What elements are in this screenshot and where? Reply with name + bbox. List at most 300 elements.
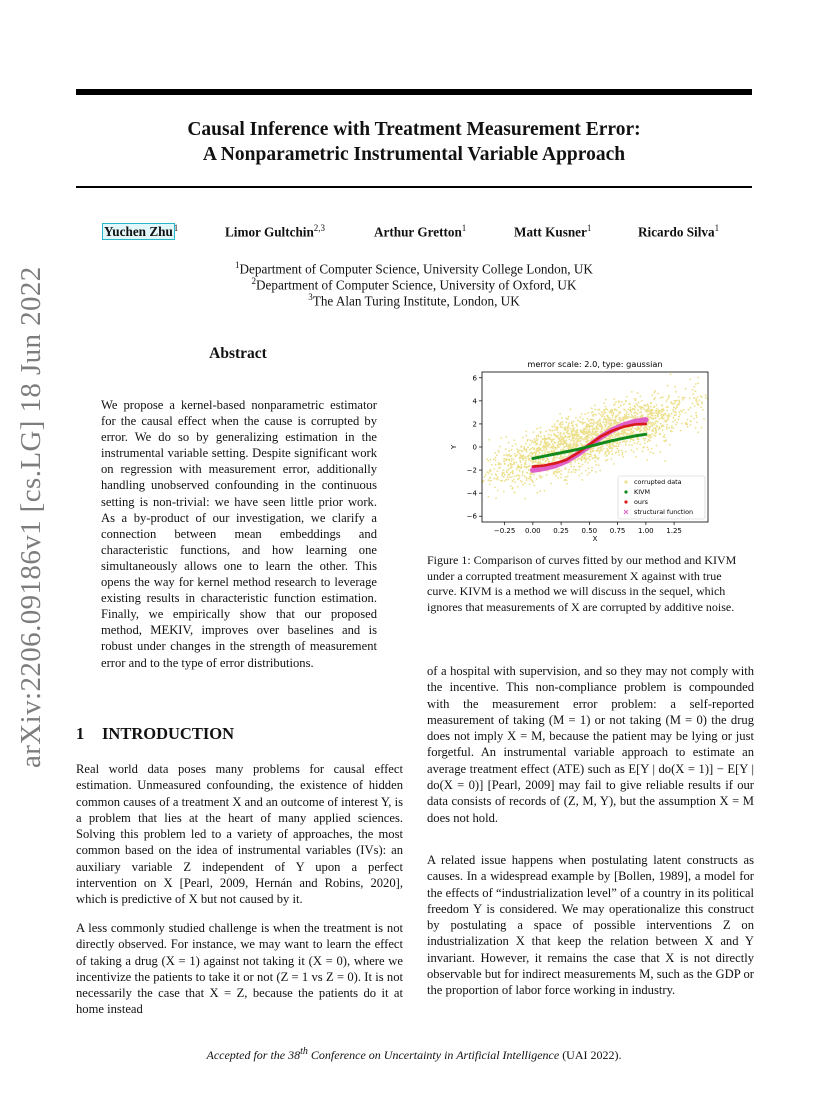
corrupted-data-point [651, 409, 653, 411]
corrupted-data-point [504, 480, 506, 482]
corrupted-data-point [648, 439, 650, 441]
corrupted-data-point [597, 409, 599, 411]
corrupted-data-point [666, 426, 668, 428]
corrupted-data-point [544, 490, 546, 492]
corrupted-data-point [542, 459, 544, 461]
corrupted-data-point [510, 472, 512, 474]
corrupted-data-point [666, 424, 668, 426]
corrupted-data-point [488, 460, 490, 462]
corrupted-data-point [568, 422, 570, 424]
corrupted-data-point [529, 449, 531, 451]
corrupted-data-point [592, 411, 594, 413]
corrupted-data-point [546, 474, 548, 476]
corrupted-data-point [540, 436, 542, 438]
corrupted-data-point [528, 478, 530, 480]
corrupted-data-point [660, 397, 662, 399]
corrupted-data-point [565, 468, 567, 470]
corrupted-data-point [656, 404, 658, 406]
corrupted-data-point [666, 428, 668, 430]
corrupted-data-point [577, 441, 579, 443]
corrupted-data-point [558, 468, 560, 470]
corrupted-data-point [605, 406, 607, 408]
corrupted-data-point [668, 397, 670, 399]
corrupted-data-point [512, 473, 514, 475]
corrupted-data-point [567, 476, 569, 478]
corrupted-data-point [503, 476, 505, 478]
corrupted-data-point [568, 445, 570, 447]
corrupted-data-point [618, 414, 620, 416]
corrupted-data-point [564, 454, 566, 456]
corrupted-data-point [535, 444, 537, 446]
corrupted-data-point [540, 431, 542, 433]
corrupted-data-point [666, 419, 668, 421]
corrupted-data-point [493, 478, 495, 480]
corrupted-data-point [526, 477, 528, 479]
corrupted-data-point [521, 450, 523, 452]
corrupted-data-point [615, 401, 617, 403]
corrupted-data-point [581, 444, 583, 446]
corrupted-data-point [650, 451, 652, 453]
corrupted-data-point [629, 403, 631, 405]
corrupted-data-point [569, 433, 571, 435]
corrupted-data-point [501, 480, 503, 482]
corrupted-data-point [628, 429, 630, 431]
corrupted-data-point [588, 420, 590, 422]
corrupted-data-point [538, 459, 540, 461]
corrupted-data-point [507, 479, 509, 481]
corrupted-data-point [536, 478, 538, 480]
corrupted-data-point [512, 480, 514, 482]
corrupted-data-point [600, 431, 602, 433]
corrupted-data-point [611, 458, 613, 460]
corrupted-data-point [655, 432, 657, 434]
corrupted-data-point [496, 470, 498, 472]
corrupted-data-point [609, 452, 611, 454]
corrupted-data-point [518, 474, 520, 476]
corrupted-data-point [653, 406, 655, 408]
author-1-sup: 1 [173, 223, 179, 233]
corrupted-data-point [593, 448, 595, 450]
corrupted-data-point [647, 404, 649, 406]
corrupted-data-point [489, 480, 491, 482]
corrupted-data-point [662, 424, 664, 426]
corrupted-data-point [600, 450, 602, 452]
corrupted-data-point [681, 423, 683, 425]
corrupted-data-point [560, 470, 562, 472]
corrupted-data-point [586, 441, 588, 443]
corrupted-data-point [591, 420, 593, 422]
corrupted-data-point [631, 449, 633, 451]
corrupted-data-point [577, 458, 579, 460]
corrupted-data-point [493, 459, 495, 461]
corrupted-data-point [565, 421, 567, 423]
corrupted-data-point [683, 409, 685, 411]
corrupted-data-point [623, 456, 625, 458]
corrupted-data-point [626, 396, 628, 398]
corrupted-data-point [623, 403, 625, 405]
corrupted-data-point [578, 475, 580, 477]
corrupted-data-point [597, 421, 599, 423]
corrupted-data-point [648, 407, 650, 409]
corrupted-data-point [580, 440, 582, 442]
y-tick-label: −2 [466, 466, 477, 475]
corrupted-data-point [620, 405, 622, 407]
corrupted-data-point [661, 404, 663, 406]
corrupted-data-point [701, 427, 703, 429]
corrupted-data-point [629, 417, 631, 419]
corrupted-data-point [508, 473, 510, 475]
corrupted-data-point [488, 496, 490, 498]
corrupted-data-point [521, 481, 523, 483]
corrupted-data-point [513, 439, 515, 441]
corrupted-data-point [634, 398, 636, 400]
corrupted-data-point [529, 484, 531, 486]
corrupted-data-point [666, 406, 668, 408]
corrupted-data-point [515, 455, 517, 457]
corrupted-data-point [561, 457, 563, 459]
author-1-name[interactable]: Yuchen Zhu [104, 224, 173, 240]
corrupted-data-point [641, 406, 643, 408]
corrupted-data-point [647, 414, 649, 416]
corrupted-data-point [603, 402, 605, 404]
corrupted-data-point [651, 448, 653, 450]
corrupted-data-point [588, 453, 590, 455]
corrupted-data-point [565, 418, 567, 420]
corrupted-data-point [549, 437, 551, 439]
corrupted-data-point [603, 409, 605, 411]
corrupted-data-point [664, 414, 666, 416]
corrupted-data-point [571, 425, 573, 427]
corrupted-data-point [573, 466, 575, 468]
corrupted-data-point [598, 447, 600, 449]
corrupted-data-point [603, 439, 605, 441]
affiliation-2-sup: 2 [251, 276, 257, 286]
corrupted-data-point [520, 466, 522, 468]
corrupted-data-point [516, 449, 518, 451]
corrupted-data-point [619, 433, 621, 435]
corrupted-data-point [485, 474, 487, 476]
corrupted-data-point [583, 455, 585, 457]
corrupted-data-point [633, 451, 635, 453]
corrupted-data-point [649, 427, 651, 429]
corrupted-data-point [696, 398, 698, 400]
corrupted-data-point [697, 396, 699, 398]
corrupted-data-point [585, 431, 587, 433]
corrupted-data-point [567, 429, 569, 431]
corrupted-data-point [629, 410, 631, 412]
corrupted-data-point [607, 459, 609, 461]
footer-conference: Conference on Uncertainty in Artificial Intelligence [307, 1048, 560, 1062]
corrupted-data-point [637, 416, 639, 418]
corrupted-data-point [483, 480, 485, 482]
corrupted-data-point [606, 438, 608, 440]
corrupted-data-point [678, 416, 680, 418]
corrupted-data-point [586, 429, 588, 431]
corrupted-data-point [488, 472, 490, 474]
corrupted-data-point [680, 430, 682, 432]
corrupted-data-point [606, 450, 608, 452]
corrupted-data-point [694, 386, 696, 388]
corrupted-data-point [659, 410, 661, 412]
corrupted-data-point [663, 409, 665, 411]
corrupted-data-point [563, 456, 565, 458]
corrupted-data-point [576, 425, 578, 427]
corrupted-data-point [696, 416, 698, 418]
corrupted-data-point [560, 432, 562, 434]
corrupted-data-point [597, 433, 599, 435]
corrupted-data-point [574, 440, 576, 442]
corrupted-data-point [508, 442, 510, 444]
corrupted-data-point [533, 449, 535, 451]
corrupted-data-point [642, 451, 644, 453]
corrupted-data-point [511, 476, 513, 478]
corrupted-data-point [639, 443, 641, 445]
corrupted-data-point [616, 416, 618, 418]
corrupted-data-point [567, 426, 569, 428]
corrupted-data-point [530, 460, 532, 462]
corrupted-data-point [543, 447, 545, 449]
corrupted-data-point [660, 423, 662, 425]
corrupted-data-point [684, 397, 686, 399]
corrupted-data-point [656, 408, 658, 410]
corrupted-data-point [650, 414, 652, 416]
corrupted-data-point [645, 409, 647, 411]
corrupted-data-point [591, 433, 593, 435]
corrupted-data-point [501, 475, 503, 477]
corrupted-data-point [551, 426, 553, 428]
corrupted-data-point [618, 402, 620, 404]
arxiv-id[interactable]: arXiv:2206.09186v1 [cs.LG] 18 Jun 2022 [15, 266, 47, 768]
author-5 [638, 223, 719, 240]
corrupted-data-point [619, 422, 621, 424]
y-tick-label: −4 [466, 489, 477, 498]
corrupted-data-point [587, 462, 589, 464]
corrupted-data-point [495, 464, 497, 466]
corrupted-data-point [656, 410, 658, 412]
corrupted-data-point [618, 445, 620, 447]
corrupted-data-point [529, 458, 531, 460]
corrupted-data-point [692, 393, 694, 395]
corrupted-data-point [674, 414, 676, 416]
corrupted-data-point [491, 473, 493, 475]
corrupted-data-point [615, 434, 617, 436]
corrupted-data-point [577, 420, 579, 422]
corrupted-data-point [530, 452, 532, 454]
corrupted-data-point [503, 461, 505, 463]
corrupted-data-point [602, 431, 604, 433]
y-tick-label: −6 [466, 512, 477, 521]
corrupted-data-point [574, 471, 576, 473]
corrupted-data-point [596, 426, 598, 428]
corrupted-data-point [595, 414, 597, 416]
y-tick-label: 4 [472, 397, 477, 406]
title-line-2: A Nonparametric Instrumental Variable Approach [202, 144, 626, 165]
corrupted-data-point [570, 428, 572, 430]
corrupted-data-point [625, 444, 627, 446]
corrupted-data-point [594, 430, 596, 432]
corrupted-data-point [589, 440, 591, 442]
corrupted-data-point [521, 456, 523, 458]
corrupted-data-point [571, 421, 573, 423]
corrupted-data-point [561, 417, 563, 419]
corrupted-data-point [628, 433, 630, 435]
corrupted-data-point [592, 430, 594, 432]
corrupted-data-point [509, 468, 511, 470]
corrupted-data-point [612, 417, 614, 419]
corrupted-data-point [600, 414, 602, 416]
corrupted-data-point [542, 439, 544, 441]
corrupted-data-point [511, 458, 513, 460]
corrupted-data-point [518, 466, 520, 468]
corrupted-data-point [499, 463, 501, 465]
corrupted-data-point [657, 416, 659, 418]
corrupted-data-point [511, 445, 513, 447]
corrupted-data-point [551, 435, 553, 437]
corrupted-data-point [552, 438, 554, 440]
corrupted-data-point [576, 437, 578, 439]
corrupted-data-point [573, 429, 575, 431]
corrupted-data-point [590, 435, 592, 437]
corrupted-data-point [607, 422, 609, 424]
corrupted-data-point [648, 429, 650, 431]
corrupted-data-point [564, 479, 566, 481]
author-4-sup: 1 [586, 223, 592, 233]
corrupted-data-point [516, 468, 518, 470]
corrupted-data-point [547, 438, 549, 440]
corrupted-data-point [580, 421, 582, 423]
corrupted-data-point [505, 479, 507, 481]
corrupted-data-point [547, 444, 549, 446]
corrupted-data-point [650, 416, 652, 418]
corrupted-data-point [643, 427, 645, 429]
y-tick-label: 6 [472, 374, 477, 383]
corrupted-data-point [616, 448, 618, 450]
corrupted-data-point [604, 416, 606, 418]
corrupted-data-point [643, 431, 645, 433]
corrupted-data-point [593, 434, 595, 436]
corrupted-data-point [655, 412, 657, 414]
corrupted-data-point [505, 448, 507, 450]
corrupted-data-point [592, 451, 594, 453]
corrupted-data-point [628, 444, 630, 446]
corrupted-data-point [568, 436, 570, 438]
corrupted-data-point [582, 418, 584, 420]
y-tick-label: 2 [472, 420, 477, 429]
corrupted-data-point [591, 470, 593, 472]
corrupted-data-point [557, 445, 559, 447]
corrupted-data-point [537, 447, 539, 449]
corrupted-data-point [644, 439, 646, 441]
section-1-heading [76, 724, 234, 744]
corrupted-data-point [671, 413, 673, 415]
corrupted-data-point [518, 450, 520, 452]
corrupted-data-point [592, 425, 594, 427]
author-1[interactable] [103, 223, 178, 240]
corrupted-data-point [647, 441, 649, 443]
corrupted-data-point [674, 386, 676, 388]
corrupted-data-point [620, 433, 622, 435]
corrupted-data-point [604, 452, 606, 454]
corrupted-data-point [591, 467, 593, 469]
corrupted-data-point [673, 417, 675, 419]
corrupted-data-point [573, 435, 575, 437]
corrupted-data-point [590, 422, 592, 424]
corrupted-data-point [696, 422, 698, 424]
corrupted-data-point [570, 466, 572, 468]
corrupted-data-point [605, 408, 607, 410]
corrupted-data-point [587, 458, 589, 460]
corrupted-data-point [524, 482, 526, 484]
corrupted-data-point [575, 424, 577, 426]
corrupted-data-point [673, 411, 675, 413]
corrupted-data-point [535, 437, 537, 439]
corrupted-data-point [692, 403, 694, 405]
corrupted-data-point [568, 454, 570, 456]
top-rule [76, 89, 752, 95]
corrupted-data-point [621, 401, 623, 403]
corrupted-data-point [541, 440, 543, 442]
corrupted-data-point [652, 429, 654, 431]
corrupted-data-point [664, 441, 666, 443]
corrupted-data-point [644, 429, 646, 431]
corrupted-data-point [544, 441, 546, 443]
corrupted-data-point [506, 470, 508, 472]
corrupted-data-point [606, 444, 608, 446]
corrupted-data-point [643, 405, 645, 407]
corrupted-data-point [495, 457, 497, 459]
corrupted-data-point [495, 452, 497, 454]
corrupted-data-point [644, 442, 646, 444]
corrupted-data-point [568, 471, 570, 473]
corrupted-data-point [652, 417, 654, 419]
corrupted-data-point [541, 450, 543, 452]
corrupted-data-point [582, 479, 584, 481]
corrupted-data-point [627, 417, 629, 419]
corrupted-data-point [629, 441, 631, 443]
corrupted-data-point [623, 430, 625, 432]
corrupted-data-point [638, 402, 640, 404]
corrupted-data-point [621, 430, 623, 432]
corrupted-data-point [608, 436, 610, 438]
corrupted-data-point [601, 429, 603, 431]
corrupted-data-point [551, 483, 553, 485]
corrupted-data-point [511, 488, 513, 490]
corrupted-data-point [614, 409, 616, 411]
corrupted-data-point [533, 442, 535, 444]
corrupted-data-point [551, 451, 553, 453]
corrupted-data-point [586, 435, 588, 437]
corrupted-data-point [503, 491, 505, 493]
corrupted-data-point [524, 462, 526, 464]
corrupted-data-point [560, 477, 562, 479]
corrupted-data-point [519, 453, 521, 455]
x-tick-label: 0.00 [525, 527, 541, 535]
corrupted-data-point [632, 408, 634, 410]
corrupted-data-point [508, 454, 510, 456]
corrupted-data-point [529, 465, 531, 467]
corrupted-data-point [525, 431, 527, 433]
corrupted-data-point [592, 423, 594, 425]
corrupted-data-point [603, 448, 605, 450]
corrupted-data-point [610, 420, 612, 422]
intro-left-paragraph-2: A less commonly studied challenge is when the treatment is not directly observed. For instance, we may want to learn the effect of taking a drug (X = 1) against not taking it (X = 0), where we incentivize the patients to take it or not (Z = 1 vs Z = 0). It is not necessarily the case that X = Z, because the patients do it at home instead [76, 921, 403, 1017]
corrupted-data-point [692, 389, 694, 391]
corrupted-data-point [593, 419, 595, 421]
corrupted-data-point [592, 436, 594, 438]
corrupted-data-point [672, 409, 674, 411]
corrupted-data-point [573, 469, 575, 471]
corrupted-data-point [675, 391, 677, 393]
